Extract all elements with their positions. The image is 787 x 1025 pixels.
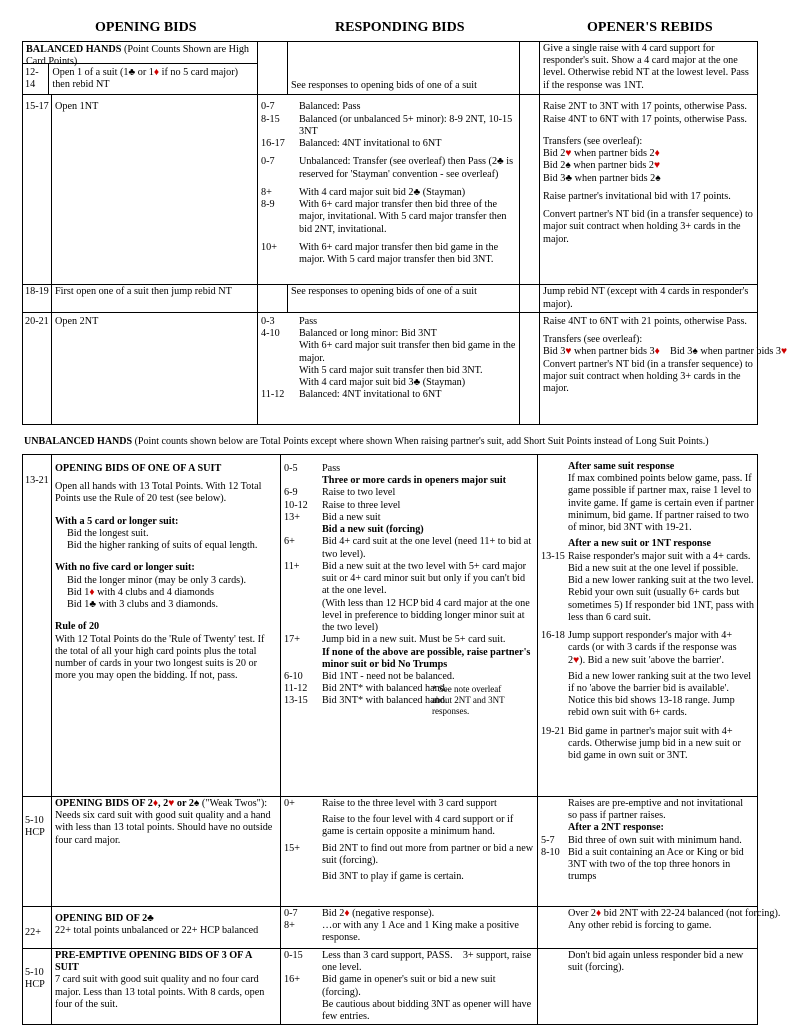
resp-2nt-11-12: 11-12 Balanced: 4NT invitational to 6NT (261, 389, 442, 401)
balanced-table (22, 41, 787, 425)
rebid-12-14: Give a single raise with 4 card support for responder's suit. Show a 4 card major at the one level. Otherwise rebid NT at the lowest level. Pass if the response was 1NT. (540, 42, 758, 95)
points-22plus: 22+ (23, 907, 52, 949)
header-openers-rebids: OPENER'S REBIDS (587, 20, 713, 35)
rebid-one-of-a-suit: After same suit response If max combined points below game, pass. If game possible if partner max, raise 1 level to invite game. If game is certain even if partner minimum, bid game. If partner raised to two of minor, bid 3NT with 19-21. After a new suit or 1NT response 13-15 Raise responder's major suit with a 4+ cards. Bid a new suit at the one level if possible. Bid a new lower ranking suit at the two level. Rebid your own suit (usually 6+ cards but sometimes 5) If responder bid 1NT, pass with less than 6 card suit. 16-18 Jump support responder's major with 4+ cards (or with 3 cards if the response was 2♥). Bid a new suit 'above the barrier'. Bid a new lower ranking suit at the two level if no 'above the barrier bid is available'. Notice this bid shows 13-18 range. Jump rebid own suit with 6+ cards. 19-21 Bid game in partner's major suit with 4+ cards. Otherwise jump bid in a new suit or bid game in own suit or 3NT. (538, 455, 758, 797)
resp-2nt-stayman: With 4 card major suit bid 3♣ (Stayman) (299, 377, 466, 389)
header-responding-bids: RESPONDING BIDS (335, 20, 465, 35)
bid-open-1nt: Open 1NT (52, 95, 258, 285)
bid-weak-twos: OPENING BIDS OF 2♦, 2♥ or 2♠ ("Weak Twos"): Needs six card suit with good suit quality and a hand with less than 13 total points. Should have no outside four card major. (52, 797, 281, 907)
resp-2nt-6card: With 6+ card major suit transfer then bid game in the major. (299, 340, 516, 364)
resp-1nt-16-17: 16-17 Balanced: 4NT invitational to 6NT (261, 138, 442, 150)
resp-weak-twos: 0+ Raise to the three level with 3 card support Raise to the four level with 4 card support or if game is certain opposite a minimum hand. 15+ Bid 2NT to find out more from partner or bid a new suit (forcing). Bid 3NT to play if game is certain. (281, 797, 538, 907)
one-suit-row (23, 455, 758, 797)
points-12-14: 12-14 (23, 64, 49, 94)
unbalanced-title: UNBALANCED HANDS (Point counts shown below are Total Points except where shown When raising partner's suit, add Short Suit Points instead of Long Suit Points.) (24, 436, 709, 447)
points-13-21: 13-21 (23, 455, 52, 797)
resp-1nt-8-9: 8-9 With 6+ card major transfer then bid three of the major, invitational. With 5 card major transfer then bid 2NT, invitational. (261, 199, 507, 235)
unbalanced-table (22, 454, 781, 1025)
resp-one-of-a-suit: 0-5 Pass Three or more cards in openers major suit 6-9 Raise to two level 10-12 Raise to three level 13+ Bid a new suit Bid a new suit (forcing) 6+ Bid 4+ card suit at the one level (need 11+ to bid at two level). 11+ Bid a new suit at the two level with 5+ card major suit or 4+ card minor suit but only if you can't bid at the one level. (With less than 12 HCP bid 4 card major at the one level in preference to bidding longer minor suit at the two level) 17+ Jump bid in a new suit. Must be 5+ card suit. If none of the above are possible, raise partner's minor suit or bid No Trumps 6-10 Bid 1NT - need not be balanced. 11-12 Bid 2NT* with balanced hand. * See note overleaf about 2NT and 3NT responses. 13-15 Bid 3NT* with balanced hand. (281, 455, 538, 797)
resp-two-clubs: 0-7 Bid 2♦ (negative response). 8+ …or with any 1 Ace and 1 King make a positive response. (281, 907, 538, 949)
rebid-preemptive: Don't bid again unless responder bid a new suit (forcing). (538, 949, 758, 1025)
balanced-row-15-17 (23, 95, 758, 285)
balanced-row-12-14 (23, 42, 758, 95)
weak-two-row (23, 797, 758, 907)
balanced-row-20-21 (23, 312, 758, 424)
resp-1nt-8-15: 8-15 Balanced (or unbalanced 5+ minor): 8-9 2NT, 10-15 3NT (261, 113, 513, 137)
two-clubs-row (23, 907, 758, 949)
resp-1nt-0-7: 0-7 Balanced: Pass (261, 101, 361, 113)
points-5-10-preempt: 5-10 HCP (23, 949, 52, 1025)
rebid-15-17: Raise 2NT to 3NT with 17 points, otherwise Pass. Raise 4NT to 6NT with 17 points, otherwise Pass. Transfers (see overleaf): Bid 2♥ when partner bids 2♦ Bid 2♠ when partner bids 2♥ Bid 3♣ when partner bids 2♠ Raise partner's invitational bid with 17 points. Convert partner's NT bid (in a transfer sequence) to major suit contract when holding 3+ cards in the major. (540, 95, 758, 285)
preempt-row (23, 949, 758, 1025)
balanced-title: BALANCED HANDS (Point Counts Shown are High Card Points) (23, 42, 257, 64)
balanced-row-18-19 (23, 285, 758, 312)
resp-2nt-0-3: 0-3 Pass (261, 315, 318, 327)
resp-2nt-5card: With 5 card major suit transfer then bid 3NT. (299, 364, 483, 376)
resp-18-19: See responses to opening bids of one of a suit (288, 285, 520, 312)
bid-preemptive: PRE-EMPTIVE OPENING BIDS OF 3 OF A SUIT 7 card suit with good suit quality and no four card major. Less than 13 total points. With 8 cards, open four of the suit. (52, 949, 281, 1025)
resp-1nt-10plus: 10+ With 6+ card major transfer then bid game in the major. With 5 card major transfer then bid 3NT. (261, 241, 499, 266)
header-opening-bids: OPENING BIDS (95, 20, 197, 35)
bid-jump-rebid-nt: First open one of a suit then jump rebid NT (52, 285, 258, 312)
bid-open-one-suit: Open 1 of a suit (1♣ or 1♦ if no 5 card major) then rebid NT (52, 67, 238, 91)
resp-see-one-suit: See responses to opening bids of one of a suit (288, 42, 520, 95)
points-5-10-weak: 5-10 HCP (23, 797, 52, 907)
resp-2nt-4-10: 4-10 Balanced or long minor: Bid 3NT (261, 328, 437, 340)
rebid-two-clubs: Over 2♦ bid 2NT with 22-24 balanced (not forcing). Any other rebid is forcing to game. (538, 907, 758, 949)
resp-preemptive: 0-15 Less than 3 card support, PASS. 3+ support, raise one level. 16+ Bid game in opener's suit or bid a new suit (forcing). Be cautious about bidding 3NT as opener will have few entries. (281, 949, 538, 1025)
rebid-18-19: Jump rebid NT (except with 4 cards in responder's major). (540, 285, 758, 312)
bid-two-clubs: OPENING BID OF 2♣ 22+ total points unbalanced or 22+ HCP balanced (52, 907, 281, 949)
rebid-weak-twos: Raises are pre-emptive and not invitational so pass if partner raises. After a 2NT response: 5-7 Bid three of own suit with minimum hand. 8-10 Bid a suit containing an Ace or King or bid 3NT with two of the top three honors in trumps (538, 797, 758, 907)
points-15-17: 15-17 (23, 95, 52, 285)
bid-open-2nt: Open 2NT (52, 312, 258, 424)
points-18-19: 18-19 (23, 285, 52, 312)
resp-1nt-unbalanced: 0-7 Unbalanced: Transfer (see overleaf) then Pass (2♣ is reserved for 'Stayman' convention - see overleaf) (261, 156, 514, 180)
bid-one-of-a-suit: OPENING BIDS OF ONE OF A SUIT Open all hands with 13 Total Points. With 12 Total Points use the Rule of 20 test (see below). With a 5 card or longer suit: Bid the longest suit. Bid the higher ranking of suits of equal length. With no five card or longer suit: Bid the longer minor (may be only 3 cards). Bid 1♦ with 4 clubs and 4 diamonds Bid 1♣ with 3 clubs and 3 diamonds. Rule of 20 With 12 Total Points do the 'Rule of Twenty' test. If the total of all your high card points plus the total number of cards in your two longest suits is 20 or more you may open the bidding. If not, pass. (52, 455, 281, 797)
points-20-21: 20-21 (23, 312, 52, 424)
resp-1nt-stayman: 8+ With 4 card major suit bid 2♣ (Stayman) (261, 186, 466, 198)
rebid-20-21: Raise 4NT to 6NT with 21 points, otherwise Pass. Transfers (see overleaf): Bid 3♥ when partner bids 3♦ Bid 3♠ when partner bids 3♥ Convert partner's NT bid (in a transfer sequence) to major suit contract when holding 3+ cards in the major. (540, 312, 758, 424)
resp-note: * See note overleaf about 2NT and 3NT responses. (432, 684, 505, 716)
